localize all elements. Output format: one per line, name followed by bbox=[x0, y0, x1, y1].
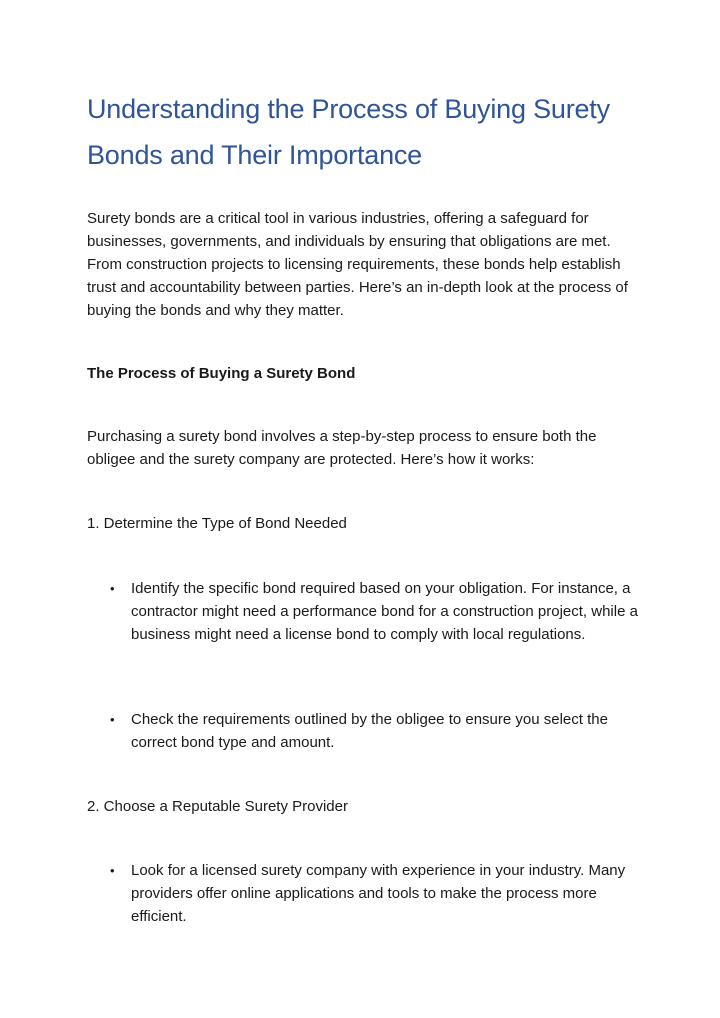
list-item-text: Identify the specific bond required based on your obligation. For instance, a contractor might need a performance bond for a construction project, while a business might need a license bond to comply with local regulations. bbox=[131, 580, 638, 643]
intro-paragraph: Surety bonds are a critical tool in various industries, offering a safeguard for businesses, governments, and individuals by ensuring that obligations are met. From construction projects to licensing requirements, these bonds help establish trust and accountability between parties. Here’s an in-depth look at the process of buying the bonds and why they matter. bbox=[87, 210, 628, 319]
document-title: Understanding the Process of Buying Surety Bonds and Their Importance bbox=[87, 94, 610, 170]
step-1-heading: 1. Determine the Type of Bond Needed bbox=[87, 515, 347, 532]
section-intro-paragraph: Purchasing a surety bond involves a step-by-step process to ensure both the obligee and the surety company are protected. Here’s how it works: bbox=[87, 428, 597, 468]
list-item-text: Check the requirements outlined by the obligee to ensure you select the correct bond type and amount. bbox=[131, 711, 608, 751]
list-item bbox=[110, 859, 640, 928]
list-item bbox=[110, 708, 640, 754]
bullet-icon: • bbox=[110, 863, 115, 878]
bullet-icon: • bbox=[110, 581, 115, 596]
list-item-text: Look for a licensed surety company with experience in your industry. Many providers offer online applications and tools to make the process more efficient. bbox=[131, 862, 626, 925]
section-heading: The Process of Buying a Surety Bond bbox=[87, 365, 356, 382]
bullet-icon: • bbox=[110, 712, 115, 727]
list-item bbox=[110, 577, 640, 646]
step-2-heading: 2. Choose a Reputable Surety Provider bbox=[87, 798, 348, 815]
